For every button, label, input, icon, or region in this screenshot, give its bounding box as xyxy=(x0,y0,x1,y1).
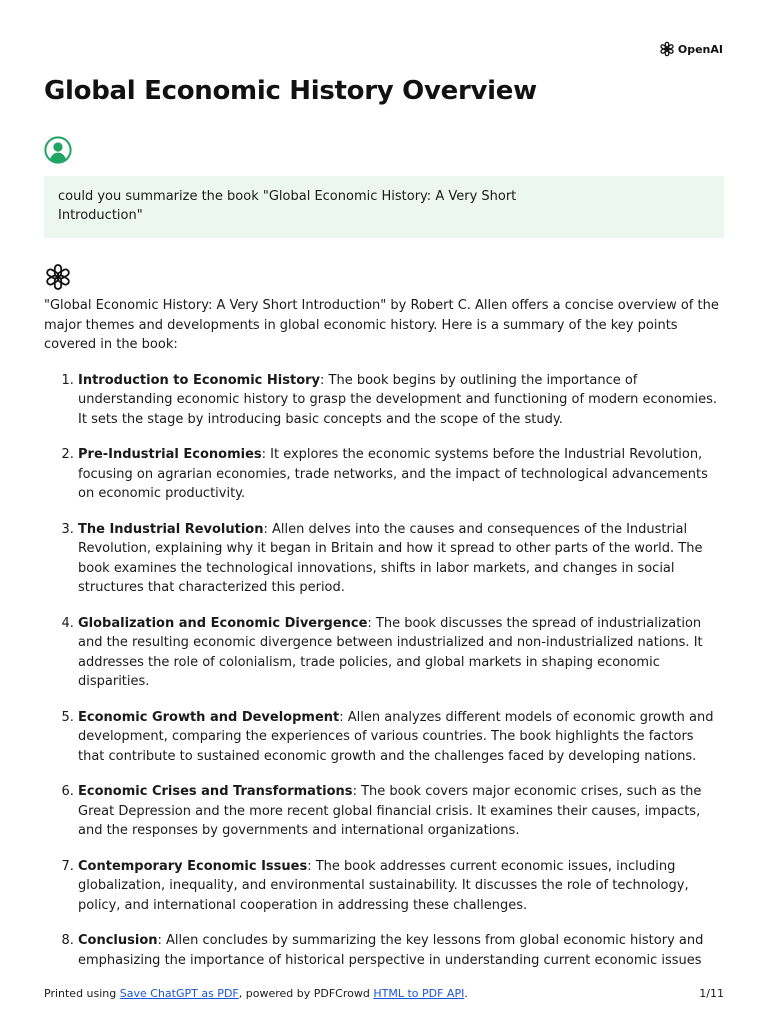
summary-list xyxy=(44,371,724,971)
footer-middle: , powered by PDFCrowd xyxy=(238,987,374,1000)
openai-brand xyxy=(659,41,723,57)
list-item-text: : The book discusses the spread of industrialization and the resulting economic divergence between industrialized and non-industrialized nations. It addresses the role of colonialism, trade policies, and global markets in shaping economic disparities. xyxy=(78,615,703,689)
list-item-text: : The book covers major economic crises, such as the Great Depression and the more recent global financial crisis. It examines their causes, impacts, and the responses by governments and international organizations. xyxy=(78,784,702,838)
footer-suffix: . xyxy=(464,987,468,1000)
list-item xyxy=(78,520,724,598)
list-item-text: : Allen delves into the causes and consequences of the Industrial Revolution, explaining why it began in Britain and how it spread to other parts of the world. The book examines the technological innovations, shifts in labor markets, and changes in social structures that characterized this period. xyxy=(78,521,703,595)
user-avatar-icon xyxy=(44,136,72,164)
html-to-pdf-api-link[interactable]: HTML to PDF API xyxy=(373,987,465,1000)
brand-label: OpenAI xyxy=(677,42,723,56)
list-item xyxy=(78,445,724,504)
list-item-title: The Industrial Revolution xyxy=(78,521,264,537)
list-item xyxy=(78,931,724,970)
list-item-title: Economic Growth and Development xyxy=(78,709,340,725)
chatgpt-logo-icon xyxy=(44,263,72,291)
openai-logo-icon xyxy=(659,41,675,57)
list-item-text: : Allen concludes by summarizing the key lessons from global economic history and emphasizing the importance of historical perspective in understanding current economic issues xyxy=(78,933,704,968)
list-item-title: Globalization and Economic Divergence xyxy=(78,615,368,631)
footer-prefix: Printed using xyxy=(44,987,120,1000)
save-chatgpt-pdf-link[interactable]: Save ChatGPT as PDF xyxy=(119,987,239,1000)
list-item-text: : The book addresses current economic issues, including globalization, inequality, and environmental sustainability. It discusses the role of technology, policy, and international cooperation in addressing these challenges. xyxy=(78,858,689,913)
list-item xyxy=(78,782,724,841)
print-footer xyxy=(44,986,724,1002)
assistant-message xyxy=(44,296,724,986)
list-item xyxy=(78,614,724,692)
list-item-text: : Allen analyzes different models of economic growth and development, comparing the experiences of various countries. The book highlights the factors that contribute to sustained economic growth and the challenges faced by developing nations. xyxy=(78,709,714,764)
list-item xyxy=(78,857,724,916)
page-title: Global Economic History Overview xyxy=(44,76,537,106)
list-item-text: : The book begins by outlining the importance of understanding economic history to grasp the development and functioning of modern economies. It sets the stage by introducing basic concepts and the scope of the study. xyxy=(78,372,718,427)
list-item-title: Contemporary Economic Issues xyxy=(78,858,308,874)
page-number: 1/11 xyxy=(699,987,724,1000)
list-item-title: Economic Crises and Transformations xyxy=(78,784,353,799)
list-item xyxy=(78,708,724,767)
list-item-title: Introduction to Economic History xyxy=(78,372,321,388)
assistant-intro: "Global Economic History: A Very Short Introduction" by Robert C. Allen offers a concise overview of the major themes and developments in global economic history. Here is a summary of the key points covered in the book: xyxy=(44,298,719,352)
list-item-text: : It explores the economic systems before the Industrial Revolution, focusing on agrarian economies, trade networks, and the impact of technological advancements on economic productivity. xyxy=(78,447,708,501)
list-item-title: Conclusion xyxy=(78,933,158,948)
list-item-title: Pre-Industrial Economies xyxy=(78,447,262,462)
user-message-text: could you summarize the book "Global Economic History: A Very Short Introduction" xyxy=(58,189,517,223)
list-item xyxy=(78,371,724,430)
user-message xyxy=(44,176,724,238)
